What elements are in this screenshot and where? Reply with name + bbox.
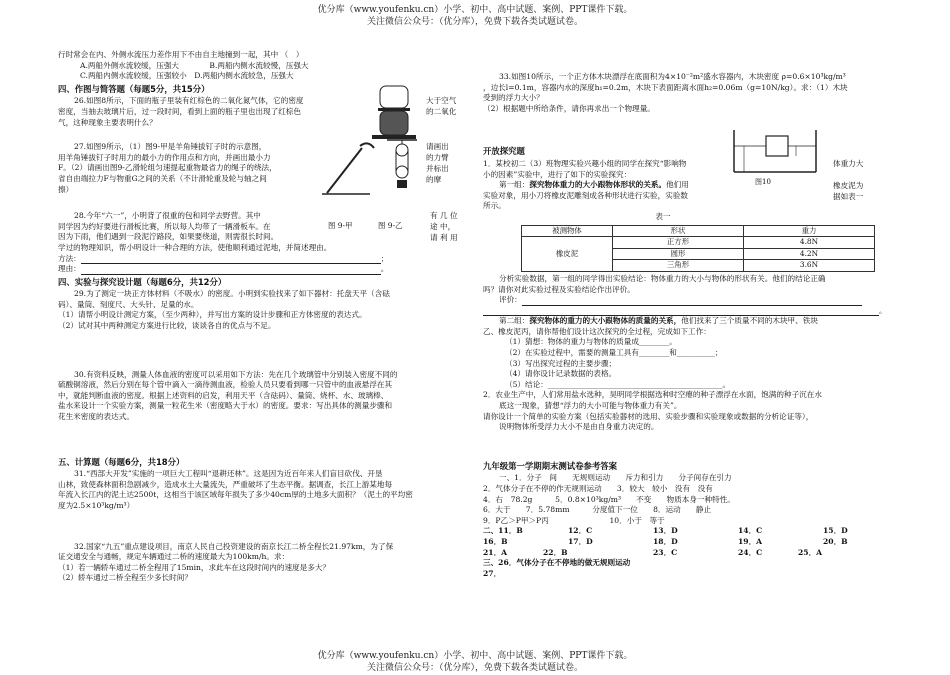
q33-line4: （2）根据题中所给条件，请你再求出一个物理量。 — [483, 103, 655, 113]
weight-table — [521, 225, 875, 272]
q30-line1: 30.有资料反映，测量人体血液的密度可以采用如下方法：先在几个玻璃管中分别装入密度不同的 — [74, 369, 398, 379]
answer-item: 21．A — [483, 547, 508, 557]
q33-line3: 受到的浮力大小？ — [483, 93, 544, 103]
option-b: B.两船内侧水流较慢，压强大 — [209, 60, 309, 70]
answer-title: 九年级第一学期期末测试卷参考答案 — [483, 460, 617, 471]
table-shape-cell: 三角形 — [613, 260, 744, 272]
footer-line1: 优分库（www.youfenku.cn）小学、初中、高中试题、案例、PPT课件下载。 — [317, 651, 633, 661]
q31-line2: 山林，致使森林面积急剧减少，造成水土大量流失，严重破坏了生态平衡。据调查，长江上游某地每 — [58, 479, 393, 489]
o1-line2: 小的因素”实验中，进行了如下的实验探究： — [483, 169, 632, 179]
table-header-shape: 形状 — [613, 225, 744, 237]
page-footer — [0, 650, 950, 674]
answer-item: 18．D — [653, 536, 678, 546]
left-column: 行时常会在内、外侧水流压力差作用下不由自主地撞到一起，其中 （ ） A.两船外侧水流较缓，压强大 B.两船内侧水流较慢，压强大 C.两船内侧水流较缓，压强较小 D.两船内侧水流较急，压强大 四、作图与简答题（每题5分，共15分） 26.如图8所示，下面的瓶子里装有红棕色的二氧化氮气体，它的密度 密度，当抽去玻璃片后，过一段时间，看到上面的瓶子里也出现了红棕色 气，这种现象主要表明什么？ 大于空气 的二氧化 27.如图9所示，（1）图9-甲是羊角锤拔钉子时的示意图， 用羊角锤拔钉子时用力的最小力的作用点和方向，并画出最小力 F。（2）请画出图9-乙滑轮组匀速提起重物最省力的绳子的绕法， 省自由端拉力F与物重G之间的关系（不计滑轮重及轮与轴之间 擦） 请画出 的力臂 并标出 的摩 28.今年“六一”，小明背了很重的包和同学去野营。其中 同学因为约好要进行滑板比赛，所以每人均带了一辆滑板车。在 因为下雨，他们遇到一段泥泞路段，如果要绕道，则需很长时间。 学过的物理知识，帮小明设计一种合理的方法，使他顺利通过泥地，并简述理由。 图 9-甲 图 9-乙 有 几 位 途 中， 请 利 用 方法： ； 理由： 。 四、实验与探究设计题（每题6分，共12分） 29.为了测定一块正方体材料（不吸水）的密度。小明到实验找来了如下器材：托盘天平（含砝 码）、量筒、刻度尺、大头针、足量的水。 （1）请帮小明设计测定方案，（至少两种），并写出方案的设计步骤和正方体密度的表达式。 （2）试对其中两种测定方案进行比较，谈谈各自的优点与不足。 30.有资料反映，测量人体血液的密度可以采用如下方法：先在几个玻璃管中分别装入密度不同的 硫酸铜溶液，然后分别在每个管中滴入一滴待测血液，检验人员只要看到哪一只管中的血液悬浮在其 中，就能判断血液的密度。根据上述资料的启发，利用天平（含砝码）、量筒、烧杯、水、玻璃棒、 盐水来设计一个实验方案，测量一粒花生米（密度略大于水）的密度。要求：写出具体的测量步骤和 花生米密度的表达式。 五、计算题（每题6分，共18分） 31.“西部大开发”实施的一项巨大工程叫“退耕还林”。这是因为近百年来人们盲目砍伐、开垦 山林，致使森林面积急剧减少，造成水土大量流失，严重破坏了生态平衡。据调查，长江上游某地每 年流入长江内的泥土达2500t，这相当于该区域每年损失了多少40cm厚的土地多大面积？（泥土的平均密 度为2.5×10³kg/m³） 32.国家“九五”重点建设项目，南京人民自己投资建设的南京长江二桥全程长21.97km，为了保 证交通安全与通畅，规定车辆通过二桥的速度最大为100km/h。求： （1）若一辆轿车通过二桥全程用了15min，求此车在这段时间内的速度是多大？ （2）轿车通过二桥全程至少多长时间？ — [58, 30, 470, 584]
table-object-cell: 橡皮泥 — [522, 237, 613, 272]
table-header-weight: 重力 — [744, 225, 875, 237]
q26-line3: 气，这种现象主要表明什么？ — [58, 117, 157, 127]
answer-item: 15．D — [823, 526, 848, 536]
step-3: （3）写出探究过程的主要步骤； — [505, 358, 617, 368]
answer-item: 25．A — [798, 547, 823, 557]
open-question-1 — [483, 159, 901, 212]
o1-line5: 所示。 — [483, 201, 506, 211]
eval-blank[interactable] — [522, 297, 862, 306]
answer-item: 19．A — [738, 536, 763, 546]
q31-line3: 年流入长江内的泥土达2500t，这相当于该区域每年损失了多少40cm厚的土地多大面积？（泥土的平均密 — [58, 490, 413, 500]
method-blank[interactable] — [81, 255, 381, 264]
table-header-object: 被测物体 — [522, 225, 613, 237]
q30-line4: 盐水来设计一个实验方案，测量一粒花生米（密度略大于水）的密度。要求：写出具体的测量步骤和 — [58, 401, 393, 411]
answer-row-21-25 — [483, 548, 901, 559]
q31-line4: 度为2.5×10³kg/m³） — [58, 501, 135, 510]
q30-line5: 花生米密度的表达式。 — [58, 412, 134, 422]
q27-line4: 省自由端拉力F与物重G之间的关系（不计滑轮重及轮与轴之间 — [58, 173, 267, 183]
method-label: 方法： — [58, 253, 81, 263]
section-title-drawing: 四、作图与简答题（每题5分，共15分） — [58, 83, 210, 94]
table-shape-cell: 正方形 — [613, 237, 744, 249]
answer-item: 24．C — [738, 547, 763, 557]
q28-line2: 同学因为约好要进行滑板比赛，所以每人均带了一辆滑板车。在 — [58, 221, 271, 231]
o2-line3: 请你设计一个简单的实验方案（包括实验器材的选用、实验步骤和实验现象或数据的分析论证等）， — [483, 411, 814, 421]
answer-item: 16．B — [483, 536, 508, 546]
answer-item: 17．D — [568, 536, 593, 546]
section-title-experiment: 四、实验与探究设计题（每题6分，共12分） — [58, 276, 227, 287]
q27-right2: 的力臂 — [426, 153, 449, 163]
option-c: C.两船内侧水流较缓，压强较小 — [80, 71, 187, 81]
answer-item: 12．C — [568, 526, 593, 536]
q27-right4: 的摩 — [426, 175, 442, 185]
footer-line2: 关注微信公众号：（优分库），免费下载各类试题试卷。 — [366, 663, 583, 673]
q33-line1: 33.如图10所示，一个正方体木块漂浮在底面积为4×10⁻²m²盛水容器内，木块密度 ρ=0.6×10³kg/m³ — [499, 72, 846, 81]
page-header — [0, 4, 950, 28]
q28-line4: 学过的物理知识，帮小明设计一种合理的方法，使他顺利通过泥地，并简述理由。 — [58, 242, 332, 252]
eval-label: 评价： — [499, 295, 522, 305]
answer-9: 三、26．气体分子在不停地的做无规则运动 — [483, 558, 631, 568]
q28-right1: 有 几 位 — [430, 211, 458, 221]
o2-line2: 底这一现象，猜想“浮力的大小可能与物体重力有关”。 — [499, 401, 682, 411]
q27-right1: 请画出 — [426, 142, 449, 152]
q29-line2: 码）、量筒、刻度尺、大头针、足量的水。 — [58, 299, 199, 309]
q26-line1: 26.如图8所示，下面的瓶子里装有红棕色的二氧化氮气体，它的密度 — [74, 96, 304, 106]
o1-group2-line2: 乙、橡皮泥丙，请你帮他们设计这次探究的全过程，完成如下工作： — [483, 326, 711, 336]
right-column: 33.如图10所示，一个正方体木块漂浮在底面积为4×10⁻²m²盛水容器内，木块密度 ρ=0.6×10³kg/m³ ，边长l=0.1m，容器内水的深度h₁=0.2m，木块下表面距离水面h₂=0.06m（g=10N/kg）。求：（1）木块 受到的浮力大小？ （2）根据题中所给条件，请你再求出一个物理量。 开放探究题 1．某校初二（3）班物理实验兴趣小组的同学在探究“影响物 小的因素”实验中，进行了如下的实验探究： 第一组：探究物体重力的大小跟物体形状的关系。他们用 实验对象，用小刀将橡皮泥雕刻成各种形状进行实验，实验数 所示。 体重力大 橡皮泥为 据如表一 图10 表一 被测物体 形状 重力 橡皮泥 正方形 4.8N 圆形 4.2N 三角形 3.6N 分析实验数据，第一组的同学得出实验结论：物体重力的大小与物体的形状有关。他们的结论正确 吗？请你对此实验过程及实验结论作出评价。 评价： 。 第二组：探究物体的重力的大小跟物体的质量的关系，他们找来了三个质量不同的木块甲、铁块 乙、橡皮泥丙，请你帮他们设计这次探究的全过程，完成如下工作： （1）猜想：物体的重力与物体的质量成________。 （2）在实验过程中，需要的测量工具有________和__________； （3）写出探究过程的主要步骤； （4）请你设计记录数据的表格。 （5）结论：______________________________________________。 2．农业生产中，人们常用盐水选种，昊明同学根据选种时空瘪的种子漂浮在水面，饱满的种子沉在水 底这一现象，猜想“浮力的大小可能与物体重力有关”。 请你设计一个简单的实验方案（包括实验器材的选用、实验步骤和实验现象或数据的分析论证等）， 说明物体所受浮力大小不是由自身重力决定的。 九年级第一学期期末测试卷参考答案 一、1．分子 间 无规则运动 斥力和引力 分子间存在引力 2．气体分子在不停的作无规则运动 3．较大 较小 没有 没有 4．右 78.2g 5．0.8×10³kg/m³ 不变 物质本身一种特性。 6．大于 7．5.78mm 分度值下一位 8．运动 静止 9．P乙＞P甲＞P丙 10．小于 等于 二、11．B 12．C 13．D 14．C 15．D 16．B 17．D 18．D 19．A 20．B 21．A 22．B 23．C 24．C 25．A 三、26．气体分子在不停地的做无规则运动 27． — [483, 30, 901, 579]
section-title-open: 开放探究题 — [483, 146, 525, 157]
q31-line1: 31.“西部大开发”实施的一项巨大工程叫“退耕还林”。这是因为近百年来人们盲目砍伐、开垦 — [74, 469, 383, 479]
q28-line1: 28.今年“六一”，小明背了很重的包和同学去野营。其中 — [74, 211, 261, 221]
o1-line4: 实验对象，用小刀将橡皮泥雕刻成各种形状进行实验，实验数 — [483, 190, 689, 200]
step-5: （5）结论：______________________________________________。 — [505, 379, 731, 389]
answer-item: 23．C — [653, 547, 678, 557]
answer-row-11-15 — [483, 526, 901, 537]
answer-item: 13．D — [653, 526, 678, 536]
o1-analysis-line2: 吗？请你对此实验过程及实验结论作出评价。 — [483, 284, 635, 294]
step-1: （1）猜想：物体的重力与物体的质量成________。 — [505, 337, 677, 347]
fig9b-caption: 图 9-乙 — [378, 221, 403, 231]
o1-analysis-line1: 分析实验数据，第一组的同学得出实验结论：物体重力的大小与物体的形状有关。他们的结论正确 — [499, 273, 826, 283]
figure-8-bottles — [368, 84, 420, 142]
q26-right1: 大于空气 — [426, 96, 457, 106]
question-28 — [58, 211, 470, 253]
header-line2: 关注微信公众号：（优分库），免费下载各类试题试卷。 — [366, 17, 583, 27]
table-row — [522, 237, 875, 249]
q26-right2: 的二氧化 — [426, 107, 457, 117]
answer-10: 27． — [483, 568, 502, 578]
answer-4: 6．大于 7．5.78mm 分度值下一位 8．运动 静止 — [483, 505, 712, 515]
reason-blank[interactable] — [81, 266, 381, 275]
option-a: A.两船外侧水流较缓，压强大 — [80, 60, 180, 70]
figure-9-hammer-pulley — [322, 138, 422, 198]
o2-line4: 说明物体所受浮力大小不是由自身重力决定的。 — [499, 422, 659, 432]
answer-item: 二、11．B — [483, 526, 523, 536]
q29-line1: 29.为了测定一块正方体材料（不吸水）的密度。小明到实验找来了如下器材：托盘天平（含砝 — [74, 289, 390, 299]
o1-group1-label: 第一组： — [499, 180, 530, 190]
q27-right3: 并标出 — [426, 164, 449, 174]
q28-line3: 因为下雨，他们遇到一段泥泞路段，如果要绕道，则需很长时间。 — [58, 232, 279, 242]
answer-1: 一、1．分子 间 无规则运动 斥力和引力 分子间存在引力 — [499, 473, 732, 483]
step-2: （2）在实验过程中，需要的测量工具有________和__________； — [505, 348, 723, 358]
q32-line4: （2）轿车通过二桥全程至少多长时间？ — [58, 573, 192, 583]
q30-line3: 中，就能判断血液的密度。根据上述资料的启发，利用天平（含砝码）、量筒、烧杯、水、玻璃棒、 — [58, 390, 389, 400]
q26-line2: 密度，当抽去玻璃片后，过一段时间，看到上面的瓶子里也出现了红棕色 — [58, 106, 301, 116]
answer-item: 14．C — [738, 526, 763, 536]
o1-group2-topic: 探究物体的重力的大小跟物体的质量的关系， — [529, 316, 682, 326]
header-line1: 优分库（www.youfenku.cn）小学、初中、高中试题、案例、PPT课件下载。 — [317, 5, 633, 15]
answer-2: 2．气体分子在不停的作无规则运动 3．较大 较小 没有 没有 — [483, 484, 713, 493]
o1-group1-topic: 探究物体重力的大小跟物体形状的关系。 — [529, 180, 667, 190]
table-weight-cell: 3.6N — [744, 260, 875, 272]
answer-5: 9．P乙＞P甲＞P丙 10．小于 等于 — [483, 515, 665, 525]
table-weight-cell: 4.2N — [744, 248, 875, 260]
o1-group1-post: 他们用 — [666, 180, 689, 190]
fig10-caption: 图10 — [755, 177, 771, 186]
answer-3: 4．右 78.2g 5．0.8×10³kg/m³ 不变 物质本身一种特性。 — [483, 494, 735, 504]
q32-line1: 32.国家“九五”重点建设项目，南京人民自己投资建设的南京长江二桥全程长21.97km，为了保 — [74, 541, 394, 551]
q28-right2: 途 中， — [430, 222, 456, 232]
section-title-calc: 五、计算题（每题6分，共18分） — [58, 456, 185, 467]
option-d: D.两船内侧水流较急，压强大 — [194, 71, 294, 81]
answer-row-16-20 — [483, 537, 901, 548]
q27-line1: 27.如图9所示，（1）图9-甲是羊角锤拔钉子时的示意图， — [74, 142, 267, 152]
fig9a-caption: 图 9-甲 — [328, 221, 353, 231]
q33-line2: ，边长l=0.1m，容器内水的深度h₁=0.2m，木块下表面距离水面h₂=0.06m（g=10N/kg）。求：（1）木块 — [483, 82, 848, 92]
q29-line4: （2）试对其中两种测定方案进行比较，谈谈各自的优点与不足。 — [58, 321, 276, 331]
table-header-row — [522, 225, 875, 237]
o1-right1: 体重力大 — [833, 158, 864, 168]
q30-line2: 硫酸铜溶液，然后分别在每个管中滴入一滴待测血液，检验人员只要看到哪一只管中的血液悬浮在其 — [58, 380, 393, 390]
q27-line2: 用羊角锤拔钉子时用力的最小力的作用点和方向，并画出最小力 — [58, 152, 271, 162]
answer-item: 20．B — [823, 536, 848, 546]
o1-group2-post: 他们找来了三个质量不同的木块甲、铁块 — [681, 316, 818, 326]
o1-right3: 据如表一 — [833, 191, 864, 201]
o2-line1: 2．农业生产中，人们常用盐水选种，昊明同学根据选种时空瘪的种子漂浮在水面，饱满的种子沉在水 — [483, 390, 822, 400]
q32-line3: （1）若一辆轿车通过二桥全程用了15min，求此车在这段时间内的速度是多大？ — [58, 562, 331, 572]
o1-line1: 1．某校初二（3）班物理实验兴趣小组的同学在探究“影响物 — [483, 158, 687, 168]
answer-item: 22．B — [543, 547, 568, 557]
q28-right3: 请 利 用 — [430, 233, 458, 243]
table-title: 表一 — [655, 211, 671, 221]
q27-line3: F。（2）请画出图9-乙滑轮组匀速提起重物最省力的绳子的绕法， — [58, 163, 277, 173]
o1-group2-label: 第二组： — [499, 316, 530, 326]
q27-line5: 擦） — [58, 184, 74, 194]
eval-blank-2[interactable] — [483, 307, 879, 316]
step-4: （4）请你设计记录数据的表格。 — [505, 369, 617, 379]
o1-right2: 橡皮泥为 — [833, 180, 864, 190]
q-intro: 行时常会在内、外侧水流压力差作用下不由自主地撞到一起，其中 （ ） — [58, 50, 304, 59]
reason-label: 理由： — [58, 264, 81, 274]
q29-line3: （1）请帮小明设计测定方案，（至少两种），并写出方案的设计步骤和正方体密度的表达式。 — [58, 310, 367, 320]
figure-10-floating-block — [730, 128, 820, 176]
table-shape-cell: 圆形 — [613, 248, 744, 260]
q32-line2: 证交通安全与通畅，规定车辆通过二桥的速度最大为100km/h。求： — [58, 552, 290, 562]
table-weight-cell: 4.8N — [744, 237, 875, 249]
